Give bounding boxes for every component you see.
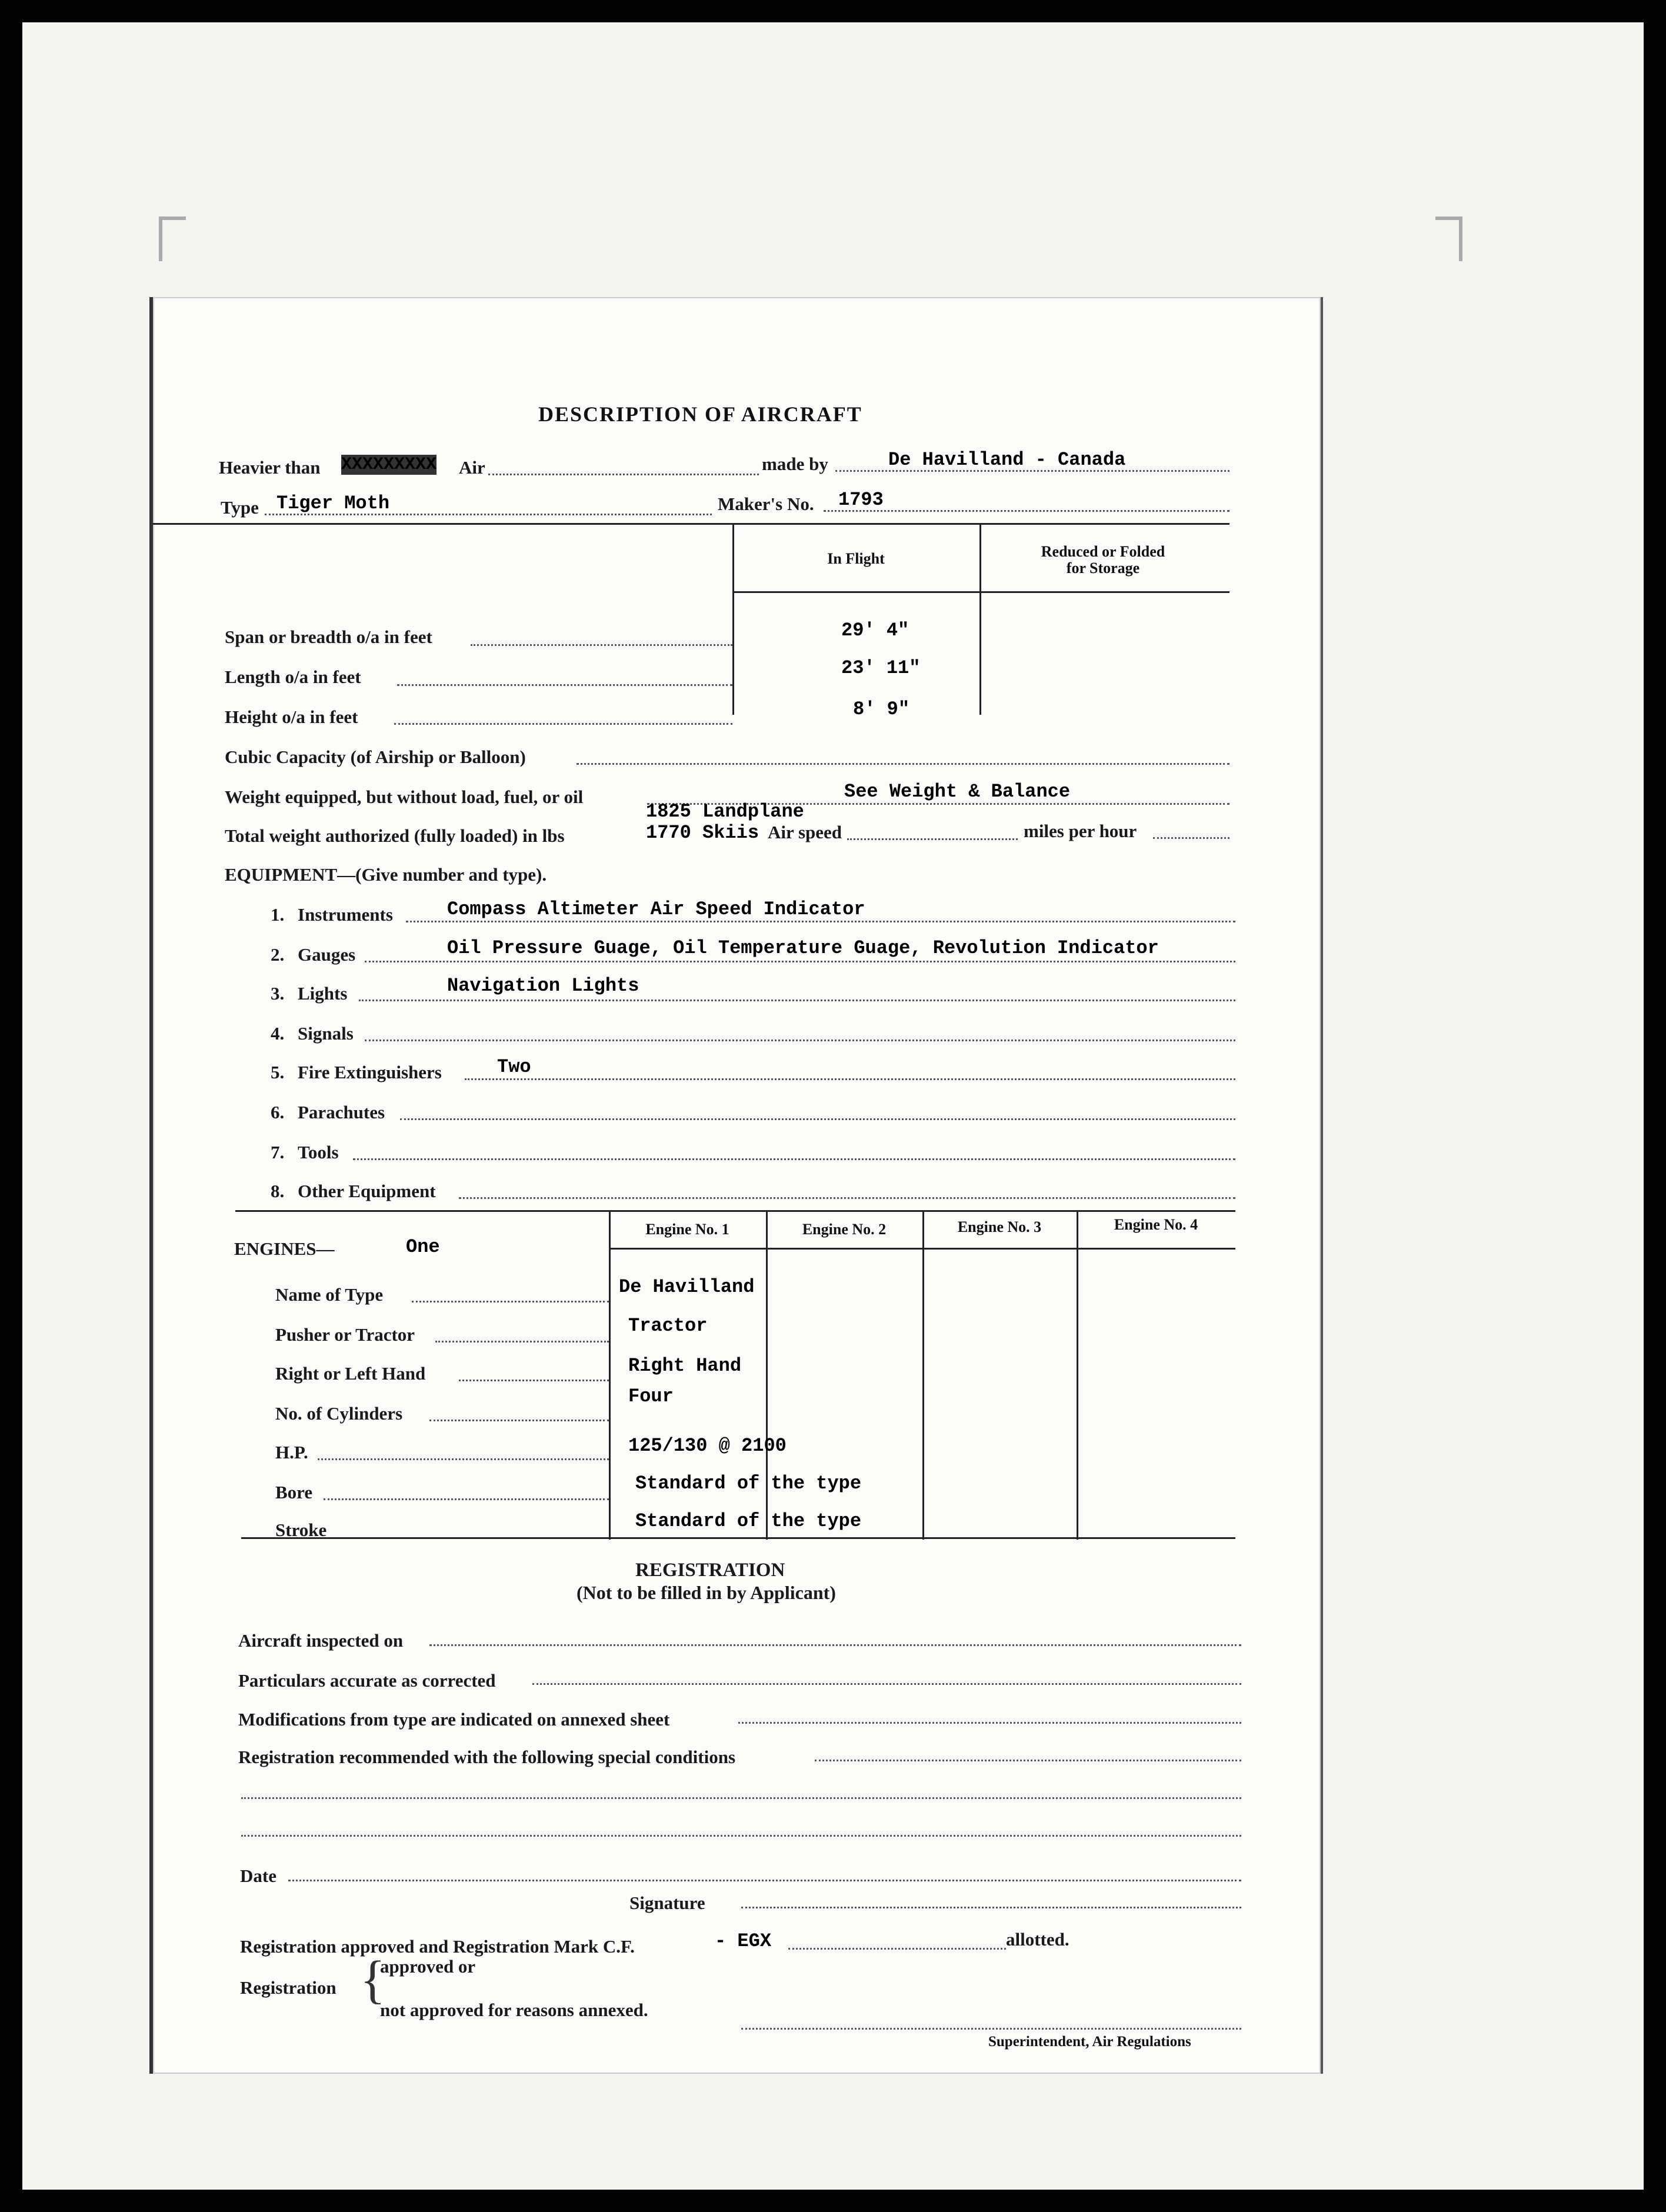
col-reduced-line1: Reduced or Folded	[1041, 543, 1165, 560]
registration-mark-value: - EGX	[715, 1930, 772, 1952]
equip-3-value: Navigation Lights	[447, 975, 639, 997]
particulars-label: Particulars accurate as corrected	[238, 1670, 496, 1691]
corner-mark-left	[159, 216, 186, 261]
superintendent-label: Superintendent, Air Regulations	[988, 2034, 1191, 2050]
height-label: Height o/a in feet	[225, 707, 358, 727]
corner-mark-right	[1435, 216, 1462, 261]
engine-hand-value: Right Hand	[628, 1355, 742, 1377]
equip-7-label: Tools	[298, 1142, 339, 1162]
engine-stroke-value: Standard of the type	[635, 1510, 862, 1532]
engine-bore-value: Standard of the type	[635, 1473, 862, 1494]
span-value: 29' 4"	[841, 619, 909, 641]
engine-col-3: Engine No. 3	[957, 1218, 1042, 1235]
engine-col-4: Engine No. 4	[1114, 1216, 1198, 1233]
span-label: Span or breadth o/a in feet	[225, 627, 432, 647]
engines-count: One	[406, 1236, 440, 1258]
equip-1-value: Compass Altimeter Air Speed Indicator	[447, 898, 865, 920]
engine-row-hand-label: Right or Left Hand	[275, 1363, 426, 1384]
registration-subheading: (Not to be filled in by Applicant)	[577, 1582, 836, 1603]
total-weight-value2: 1770 Skiis	[646, 822, 759, 844]
engine-row-type-label: Name of Type	[275, 1284, 384, 1305]
approved-mark-label: Registration approved and Registration Mark C.F.	[240, 1936, 635, 1957]
height-value: 8' 9"	[853, 698, 910, 720]
engine-type-value: De Havilland	[619, 1276, 755, 1298]
makers-no-label: Maker's No.	[718, 494, 814, 514]
approved-or-label: approved or	[380, 1956, 476, 1977]
engine-row-stroke-label: Stroke	[275, 1520, 327, 1540]
engine-hp-value: 125/130 @ 2100	[628, 1435, 787, 1457]
not-approved-label: not approved for reasons annexed.	[380, 2000, 648, 2020]
equip-4-label: Signals	[298, 1023, 354, 1044]
engine-row-cylinders-label: No. of Cylinders	[275, 1403, 403, 1424]
equip-5-label: Fire Extinguishers	[298, 1062, 442, 1082]
allotted-label: allotted.	[1006, 1929, 1069, 1950]
modifications-label: Modifications from type are indicated on annexed sheet	[238, 1709, 670, 1730]
weight-equipped-label: Weight equipped, but without load, fuel, or oil	[225, 787, 584, 807]
engines-heading: ENGINES—	[234, 1238, 335, 1259]
weight-equipped-value: See Weight & Balance	[844, 781, 1071, 802]
length-label: Length o/a in feet	[225, 667, 361, 687]
inspected-label: Aircraft inspected on	[238, 1630, 404, 1651]
engine-pusher-value: Tractor	[628, 1315, 708, 1337]
total-weight-label: Total weight authorized (fully loaded) in lbs	[225, 825, 565, 846]
type-label: Type	[221, 497, 259, 518]
signature-label: Signature	[629, 1893, 705, 1913]
col-reduced-line2: for Storage	[1066, 559, 1140, 577]
engine-col-2: Engine No. 2	[802, 1221, 887, 1238]
equip-4-num: 4.	[271, 1023, 285, 1044]
brace-glyph: {	[360, 1951, 386, 2009]
air-speed-label: Air speed	[768, 822, 842, 842]
equip-2-value: Oil Pressure Guage, Oil Temperature Guage, Revolution Indicator	[447, 937, 1159, 959]
engine-row-bore-label: Bore	[275, 1482, 313, 1503]
equip-3-num: 3.	[271, 983, 285, 1004]
air-label: Air	[459, 457, 485, 478]
equip-2-label: Gauges	[298, 944, 356, 965]
equip-3-label: Lights	[298, 983, 348, 1004]
registration-heading: REGISTRATION	[635, 1560, 785, 1581]
equip-8-label: Other Equipment	[298, 1181, 436, 1201]
engine-col-1: Engine No. 1	[645, 1221, 729, 1238]
col-in-flight: In Flight	[827, 550, 885, 567]
equip-1-num: 1.	[271, 904, 285, 925]
heavier-than-label: Heavier than	[219, 457, 321, 478]
length-value: 23' 11"	[841, 657, 921, 679]
heavier-than-crossed: XXXXXXXXX	[341, 455, 437, 475]
date-label: Date	[240, 1865, 276, 1886]
equip-1-label: Instruments	[298, 904, 393, 925]
equip-5-value: Two	[497, 1056, 531, 1078]
equip-6-num: 6.	[271, 1102, 285, 1122]
made-by-label: made by	[762, 454, 828, 474]
form-sheet	[149, 297, 1323, 2074]
recommended-label: Registration recommended with the following special conditions	[238, 1747, 736, 1767]
equip-5-num: 5.	[271, 1062, 285, 1082]
equip-7-num: 7.	[271, 1142, 285, 1162]
equipment-heading: EQUIPMENT—(Give number and type).	[225, 864, 547, 885]
type-value: Tiger Moth	[276, 492, 390, 514]
total-weight-value1: 1825 Landplane	[646, 801, 804, 822]
equip-8-num: 8.	[271, 1181, 285, 1201]
engine-cylinders-value: Four	[628, 1385, 674, 1407]
cubic-label: Cubic Capacity (of Airship or Balloon)	[225, 747, 526, 767]
equip-2-num: 2.	[271, 944, 285, 965]
equip-6-label: Parachutes	[298, 1102, 385, 1122]
makers-no-value: 1793	[838, 489, 884, 511]
made-by-value: De Havilland - Canada	[888, 449, 1126, 471]
form-title: DESCRIPTION OF AIRCRAFT	[538, 402, 862, 426]
engine-row-hp-label: H.P.	[275, 1442, 308, 1463]
registration-label: Registration	[240, 1977, 336, 1998]
mph-label: miles per hour	[1024, 821, 1137, 841]
engine-row-pusher-label: Pusher or Tractor	[275, 1324, 415, 1345]
